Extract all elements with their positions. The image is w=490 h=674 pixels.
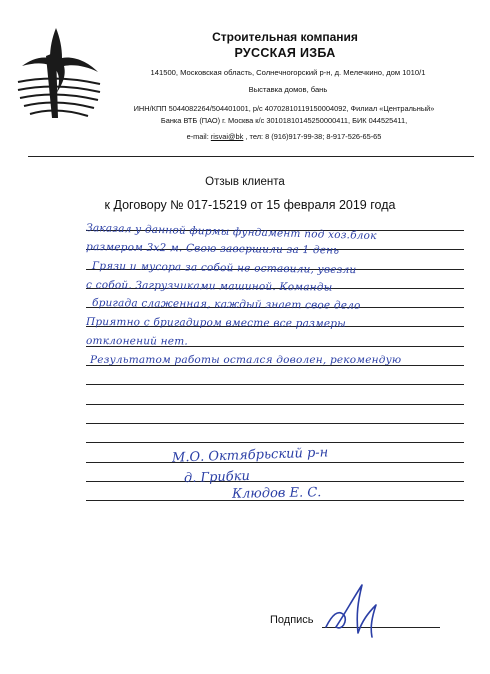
company-service: Выставка домов, бань — [248, 85, 328, 94]
review-text-line: отклонений нет. — [86, 335, 188, 348]
company-address: 141500, Московская область, Солнечногорский р-н, д. Мелечкино, дом 1010/1 — [150, 68, 426, 77]
bank-details-line-2: Банка ВТБ (ПАО) г. Москва к/с 30101810145250000411, БИК 044525411, — [160, 116, 408, 125]
email-label: e-mail: — [186, 132, 211, 141]
review-text-line: размером 3х2 м. Свою завершили за 1 день — [86, 241, 340, 257]
review-text-line: Результатом работы остался доволен, рекомендую — [90, 354, 402, 366]
client-location: М.О. Октябрьский р-н — [171, 445, 329, 466]
review-text-line: с собой. Загрузчиками машиной. Команды — [86, 279, 333, 294]
ruled-line — [86, 481, 464, 482]
ruled-line — [86, 384, 464, 385]
header-divider — [28, 156, 474, 157]
signature-label: Подпись — [270, 614, 314, 626]
review-text-line: бригада слаженная, каждый знает свое дело — [92, 297, 361, 312]
company-name: Строительная компания — [212, 30, 358, 44]
review-text-line: Заказал у данной фирмы фундамент под хоз.блок — [86, 222, 377, 243]
contacts-line — [94, 132, 474, 141]
ruled-line — [86, 423, 464, 424]
ruled-line — [86, 442, 464, 443]
email-link[interactable]: risvai@bk — [210, 132, 244, 141]
company-brand: РУССКАЯ ИЗБА — [234, 46, 336, 60]
review-text-line: Приятно с бригадиром вместе все размеры — [86, 316, 347, 330]
client-village: д. Грибки — [183, 468, 251, 487]
document-subtitle: к Договору № 017-15219 от 15 февраля 2019 года — [104, 198, 396, 212]
document-title: Отзыв клиента — [205, 176, 285, 188]
client-name: Клюдов Е. С. — [231, 485, 322, 502]
company-logo — [16, 22, 102, 122]
review-text-line: Грязи и мусора за собой не оставили, увезли — [92, 260, 357, 277]
bank-details-line-1: ИНН/КПП 5044082264/504401001, р/с 40702810119150004092, Филиал «Центральный» — [133, 104, 435, 113]
phone-numbers: , тел: 8 (916)917-99-38; 8-917-526-65-65 — [243, 132, 382, 141]
signature-scribble — [318, 575, 388, 645]
ruled-line — [86, 404, 464, 405]
